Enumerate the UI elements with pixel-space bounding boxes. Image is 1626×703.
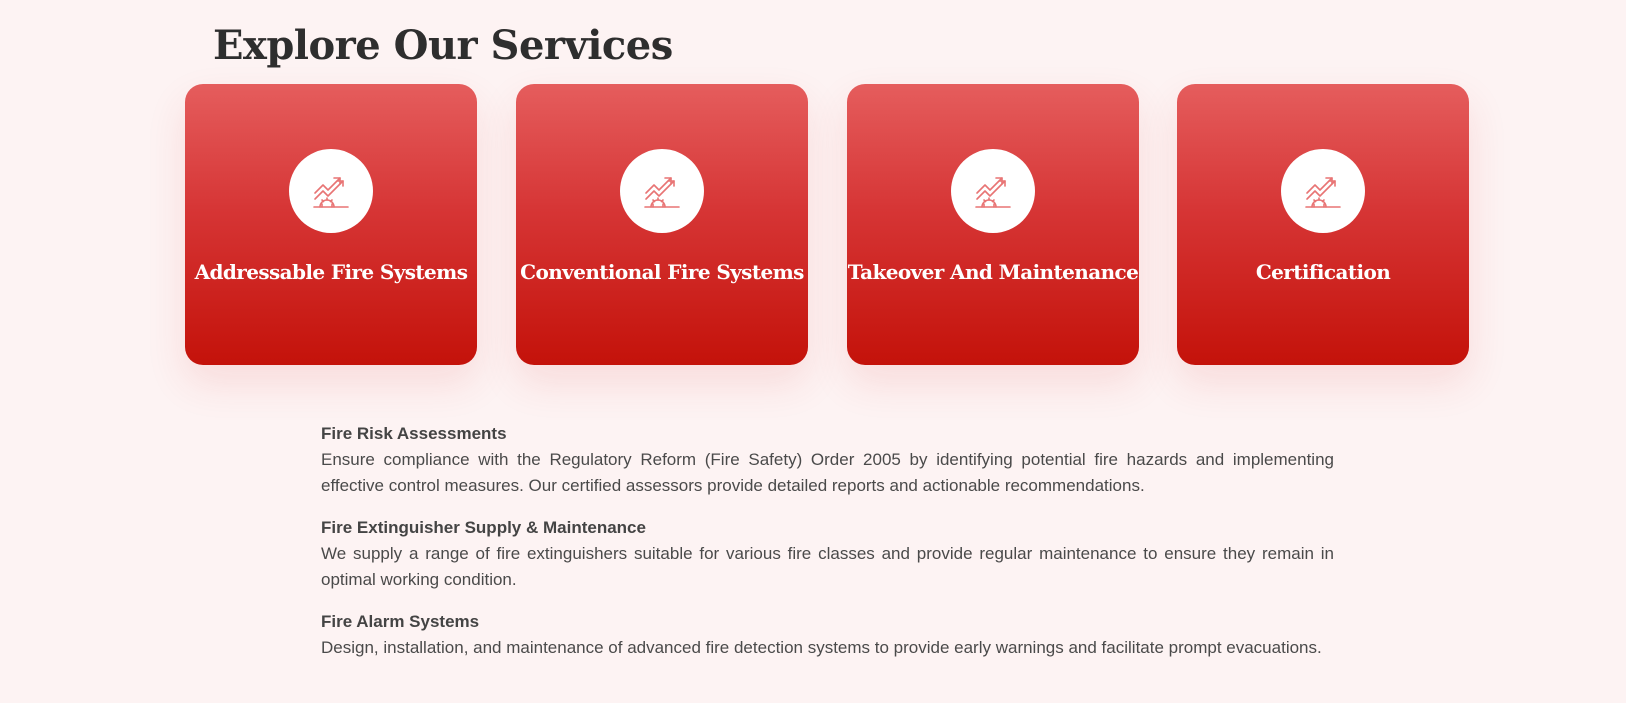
growth-chart-gear-icon — [642, 171, 682, 211]
card-icon-badge — [951, 149, 1035, 233]
card-title: Conventional Fire Systems — [520, 260, 804, 284]
card-icon-badge — [620, 149, 704, 233]
service-description: Ensure compliance with the Regulatory Reform (Fire Safety) Order 2005 by identifying potential fire hazards and implementing effective control measures. Our certified assessors provide detailed reports and actionable recommendations. — [321, 450, 1334, 495]
service-card-conventional-fire-systems[interactable] — [516, 84, 808, 365]
card-title: Addressable Fire Systems — [194, 260, 468, 284]
growth-chart-gear-icon — [1303, 171, 1343, 211]
service-cards — [0, 84, 1626, 365]
service-item-fire-extinguisher — [321, 515, 1334, 593]
service-title: Fire Extinguisher Supply & Maintenance — [321, 518, 646, 537]
service-description: Design, installation, and maintenance of advanced fire detection systems to provide early warnings and facilitate prompt evacuations. — [321, 638, 1322, 657]
service-item-fire-alarm-systems — [321, 609, 1334, 661]
growth-chart-gear-icon — [973, 171, 1013, 211]
service-item-fire-risk-assessments — [321, 421, 1334, 499]
section-title: Explore Our Services — [213, 22, 673, 69]
service-title: Fire Risk Assessments — [321, 424, 507, 443]
growth-chart-gear-icon — [311, 171, 351, 211]
card-icon-badge — [289, 149, 373, 233]
service-description: We supply a range of fire extinguishers suitable for various fire classes and provide regular maintenance to ensure they remain in optimal working condition. — [321, 544, 1334, 589]
service-card-addressable-fire-systems[interactable] — [185, 84, 477, 365]
card-icon-badge — [1281, 149, 1365, 233]
services-list — [321, 421, 1334, 677]
service-card-certification[interactable] — [1177, 84, 1469, 365]
service-card-takeover-and-maintenance[interactable] — [847, 84, 1139, 365]
card-title: Certification — [1255, 260, 1391, 284]
service-title: Fire Alarm Systems — [321, 612, 480, 631]
card-title: Takeover And Maintenance — [847, 260, 1139, 284]
